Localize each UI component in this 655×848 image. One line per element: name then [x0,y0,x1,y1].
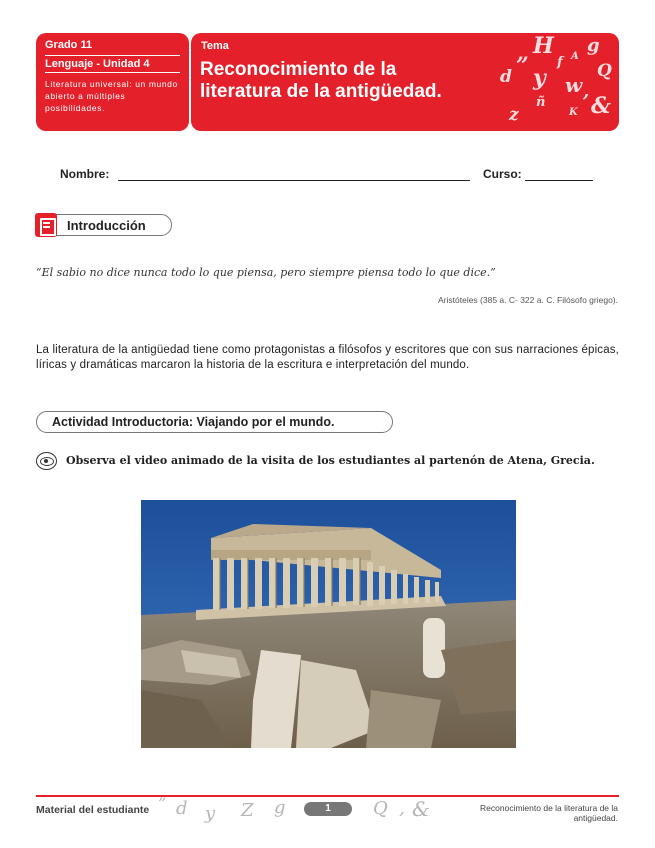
decor-letter: , [583,81,590,102]
parthenon-image [141,500,516,748]
activity-instruction: Observa el video animado de la visita de los estudiantes al partenón de Atena, Grecia. [66,454,595,467]
eye-icon [36,452,57,470]
decor-letter: ñ [536,95,546,110]
decor-letter: , [399,798,405,819]
decor-letter: Q [597,61,612,81]
decor-letter: & [412,797,430,821]
course-label: Curso: [483,167,522,181]
decor-letter: H [533,33,554,59]
decor-letter: A [571,51,579,62]
decor-letter: d [500,67,512,87]
page-title: Reconocimiento de la literatura de la antigüedad. [200,59,442,102]
decor-letter: K [569,107,578,118]
unit-label: Lenguaje - Unidad 4 [45,55,180,73]
quote-text: “El sabio no dice nunca todo lo que piensa, pero siempre piensa todo lo que dice.” [36,266,496,279]
intro-paragraph: La literatura de la antigüedad tiene como protagonistas a filósofos y escritores que con sus narraciones épicas, líricas y dramáticas marcaron la historia de la escritura e interpretación del mundo. [36,344,619,371]
grade-label: Grado 11 [45,39,93,51]
decor-letter: Q [373,798,388,819]
decor-letter: z [509,105,519,125]
decor-letter: Z [241,800,254,821]
decor-letter: y [533,65,546,91]
topic-header-box [191,33,619,131]
decor-letter: ” [158,794,167,813]
activity-section-label: Actividad Introductoria: Viajando por el mundo. [52,415,335,429]
footer-topic: Reconocimiento de la literatura de la antigüedad. [480,803,618,823]
decor-letter: y [205,803,216,824]
intro-section-header [36,214,172,236]
decor-letter: g [587,35,600,56]
name-label: Nombre: [60,167,110,181]
name-field[interactable] [118,180,470,181]
decor-letter: f [557,55,563,70]
decor-letter: d [176,798,188,819]
decor-letter: g [274,797,286,818]
unit-header-box [36,33,189,131]
course-field[interactable] [525,180,593,181]
book-icon [35,213,57,237]
intro-section-label: Introducción [67,217,146,233]
footer-rule [36,795,619,797]
footer-label: Material del estudiante [36,804,150,816]
decorative-letters [491,33,619,131]
quote-author: Aristóteles (385 a. C- 322 a. C. Filósofo griego). [438,295,618,305]
decor-letter: ” [516,53,529,79]
parthenon-photo [141,500,516,748]
tema-label: Tema [201,40,229,52]
activity-section-header [36,411,393,433]
decor-letter: & [591,93,611,119]
decor-letter: w [565,73,583,97]
page-number: 1 [304,802,352,816]
unit-description: Literatura universal: un mundo abierto a múltiples posibilidades. [45,79,178,113]
